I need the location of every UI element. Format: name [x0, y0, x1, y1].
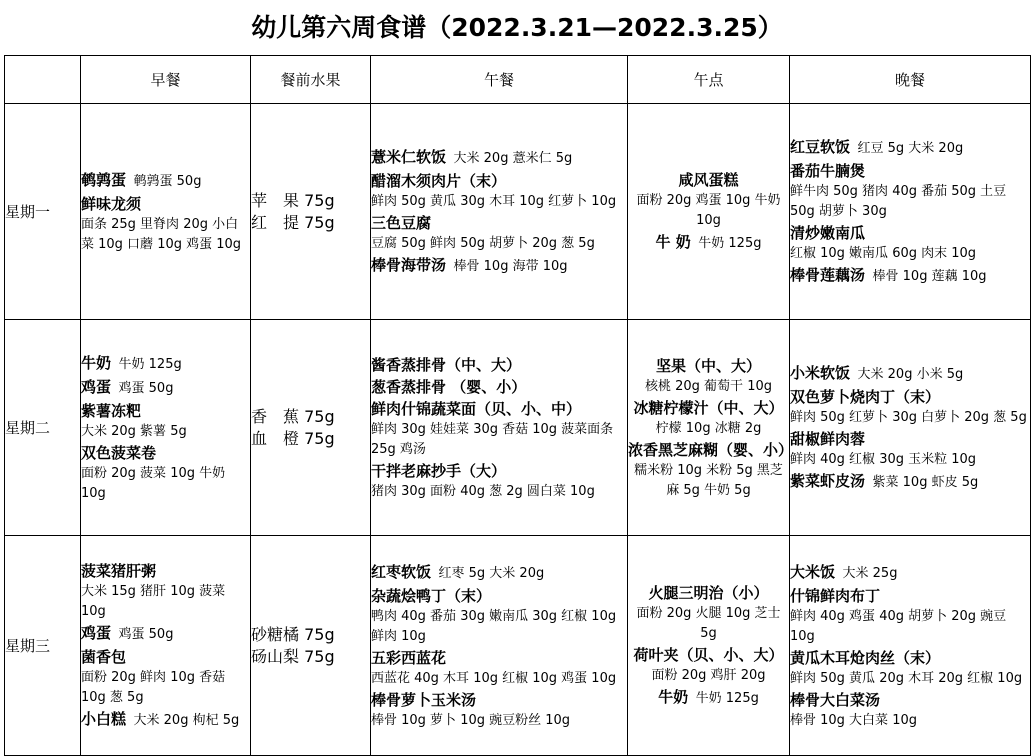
day-label: 星期三 — [5, 536, 81, 756]
dish-name: 红枣软饭 — [371, 562, 432, 581]
dish-item — [371, 376, 627, 398]
dish-item — [628, 644, 789, 666]
dish-ingredients: 鲜肉 50g 黄瓜 20g 木耳 20g 红椒 10g — [790, 670, 1023, 686]
fruit-cell — [251, 320, 371, 536]
dish-item — [81, 442, 250, 464]
fruit-item: 红 提 75g — [251, 212, 335, 232]
dish-item — [790, 386, 1030, 408]
dish-name: 鲜味龙须 — [81, 194, 142, 213]
dish-ingredients: 红椒 10g 嫩南瓜 60g 肉末 10g — [790, 245, 977, 261]
dish-ingredients: 大米 25g — [842, 565, 898, 581]
dish-name: 咸风蛋糕 — [678, 170, 739, 189]
dish-item — [81, 376, 250, 400]
dish-name: 菌香包 — [81, 647, 127, 666]
lunch-cell — [371, 104, 628, 320]
dish-ingredients: 鸡蛋 50g — [118, 626, 174, 642]
dish-ingredients: 猪肉 30g 面粉 40g 葱 2g 圆白菜 10g — [371, 483, 595, 499]
table-row — [5, 104, 1031, 320]
dish-name: 牛 奶 — [655, 232, 691, 251]
dish-name: 鸡蛋 — [81, 377, 112, 396]
header-breakfast: 早餐 — [81, 56, 251, 104]
dish-name: 薏米仁软饭 — [371, 147, 447, 166]
dish-name: 紫薯冻粑 — [81, 401, 142, 420]
dish-ingredients: 棒骨 10g 莲藕 10g — [872, 268, 987, 284]
dish-ingredients: 大米 20g 枸杞 5g — [133, 712, 240, 728]
dish-ingredients: 鸡蛋 50g — [118, 380, 174, 396]
dish-name: 醋溜木须肉片（末） — [371, 171, 507, 190]
dish-ingredients: 面粉 20g 鸡蛋 10g 牛奶 10g — [636, 192, 781, 228]
dish-item — [371, 170, 627, 192]
dish-item — [628, 686, 789, 710]
dish-name: 葱香蒸排骨 （婴、小） — [371, 377, 527, 396]
dish-item — [628, 169, 789, 191]
dish-name: 小白糕 — [81, 709, 127, 728]
dish-ingredients: 大米 20g 小米 5g — [857, 366, 964, 382]
header-fruit: 餐前水果 — [251, 56, 371, 104]
header-day — [5, 56, 81, 104]
dish-ingredients: 鲜肉 30g 娃娃菜 30g 香菇 10g 菠菜面条 25g 鸡汤 — [371, 421, 614, 457]
dish-ingredients: 紫菜 10g 虾皮 5g — [872, 474, 979, 490]
fruit-item: 砂糖橘 75g — [251, 624, 335, 644]
dish-ingredients: 棒骨 10g 大白菜 10g — [790, 712, 917, 728]
dish-item — [628, 582, 789, 604]
dish-name: 大米饭 — [790, 562, 836, 581]
dish-item — [790, 647, 1030, 669]
header-lunch: 午餐 — [371, 56, 628, 104]
fruit-item: 血 橙 75g — [251, 428, 335, 448]
breakfast-cell — [81, 104, 251, 320]
dish-name: 棒骨海带汤 — [371, 255, 447, 274]
dish-item — [371, 212, 627, 234]
dish-ingredients: 棒骨 10g 海带 10g — [453, 258, 568, 274]
dish-name: 什锦鲜肉布丁 — [790, 586, 881, 605]
dish-item — [790, 470, 1030, 494]
dish-item — [628, 231, 789, 255]
dish-item — [790, 160, 1030, 182]
dish-ingredients: 面条 25g 里脊肉 20g 小白菜 10g 口蘑 10g 鸡蛋 10g — [81, 216, 242, 252]
lunch-cell — [371, 320, 628, 536]
dish-name: 黄瓜木耳炝肉丝（末） — [790, 648, 941, 667]
dish-ingredients: 面粉 20g 鸡肝 20g — [651, 667, 766, 683]
dish-name: 甜椒鲜肉蓉 — [790, 429, 866, 448]
table-row — [5, 536, 1031, 756]
dish-ingredients: 红枣 5g 大米 20g — [438, 565, 545, 581]
lunch-cell — [371, 536, 628, 756]
dish-item — [371, 647, 627, 669]
menu-title: 幼儿第六周食谱（2022.3.21—2022.3.25） — [251, 13, 783, 42]
dish-ingredients: 核桃 20g 葡萄干 10g — [645, 378, 772, 394]
dish-name: 紫菜虾皮汤 — [790, 471, 866, 490]
dish-ingredients: 面粉 20g 火腿 10g 芝士 5g — [636, 605, 781, 641]
dish-ingredients: 鲜肉 40g 鸡蛋 40g 胡萝卜 20g 豌豆 10g — [790, 608, 1007, 644]
snack-cell — [628, 320, 794, 536]
dish-name: 干拌老麻抄手（大） — [371, 461, 507, 480]
dish-item — [790, 136, 1030, 160]
table-row — [5, 320, 1031, 536]
dish-ingredients: 棒骨 10g 萝卜 10g 豌豆粉丝 10g — [371, 712, 571, 728]
dish-name: 菠菜猪肝粥 — [81, 561, 157, 580]
dish-ingredients: 大米 15g 猪肝 10g 菠菜 10g — [81, 583, 226, 619]
dinner-cell — [790, 320, 1031, 536]
dinner-cell — [790, 104, 1031, 320]
dish-name: 牛奶 — [81, 353, 112, 372]
dish-name: 鹌鹑蛋 — [81, 170, 127, 189]
dish-name: 杂蔬烩鸭丁（末） — [371, 586, 492, 605]
dish-ingredients: 鲜肉 50g 黄瓜 30g 木耳 10g 红萝卜 10g — [371, 193, 617, 209]
fruit-item: 苹 果 75g — [251, 190, 335, 210]
dish-item — [790, 428, 1030, 450]
dish-item — [628, 439, 794, 461]
dish-ingredients: 面粉 20g 鲜肉 10g 香菇 10g 葱 5g — [81, 669, 226, 705]
dinner-cell — [790, 536, 1031, 756]
fruit-item: 砀山梨 75g — [251, 646, 335, 666]
dish-item — [371, 460, 627, 482]
dish-item — [81, 193, 250, 215]
snack-cell — [628, 104, 790, 320]
dish-name: 双色萝卜烧肉丁（末） — [790, 387, 941, 406]
header-dinner: 晚餐 — [790, 56, 1031, 104]
dish-ingredients: 鲜牛肉 50g 猪肉 40g 番茄 50g 土豆 50g 胡萝卜 30g — [790, 183, 1007, 219]
dish-ingredients: 糯米粉 10g 米粉 5g 黑芝麻 5g 牛奶 5g — [634, 462, 783, 498]
dish-ingredients: 牛奶 125g — [118, 356, 182, 372]
dish-ingredients: 牛奶 125g — [698, 235, 762, 251]
dish-name: 鲜肉什锦蔬菜面（贝、小、中） — [371, 399, 582, 418]
dish-item — [81, 400, 250, 422]
dish-name: 火腿三明治（小） — [648, 583, 769, 602]
dish-item — [790, 689, 1030, 711]
dish-item — [790, 222, 1030, 244]
dish-name: 棒骨莲藕汤 — [790, 265, 866, 284]
dish-name: 红豆软饭 — [790, 137, 851, 156]
breakfast-cell — [81, 320, 251, 536]
dish-item — [371, 354, 627, 376]
dish-ingredients: 红豆 5g 大米 20g — [857, 140, 964, 156]
dish-item — [371, 585, 627, 607]
dish-name: 牛奶 — [658, 687, 689, 706]
dish-ingredients: 鸭肉 40g 番茄 30g 嫩南瓜 30g 红椒 10g 鲜肉 10g — [371, 608, 617, 644]
dish-item — [790, 264, 1030, 288]
dish-item — [790, 362, 1030, 386]
dish-item — [371, 561, 627, 585]
dish-name: 清炒嫩南瓜 — [790, 223, 866, 242]
dish-item — [628, 355, 789, 377]
dish-ingredients: 牛奶 125g — [695, 690, 759, 706]
dish-item — [628, 397, 789, 419]
day-label: 星期二 — [5, 320, 81, 536]
dish-name: 酱香蒸排骨（中、大） — [371, 355, 522, 374]
dish-ingredients: 大米 20g 薏米仁 5g — [453, 150, 573, 166]
header-row — [5, 56, 1031, 104]
breakfast-cell — [81, 536, 251, 756]
dish-name: 鸡蛋 — [81, 623, 112, 642]
dish-item — [81, 560, 250, 582]
dish-item — [790, 561, 1030, 585]
dish-ingredients: 柠檬 10g 冰糖 2g — [655, 420, 762, 436]
dish-item — [371, 398, 627, 420]
dish-ingredients: 大米 20g 紫薯 5g — [81, 423, 187, 439]
dish-item — [81, 622, 250, 646]
dish-ingredients: 面粉 20g 菠菜 10g 牛奶 10g — [81, 465, 226, 501]
dish-item — [371, 689, 627, 711]
day-label: 星期一 — [5, 104, 81, 320]
dish-name: 荷叶夹（贝、小、大） — [633, 645, 784, 664]
dish-name: 小米软饭 — [790, 363, 851, 382]
dish-name: 浓香黑芝麻糊（婴、小） — [628, 440, 794, 459]
dish-ingredients: 豆腐 50g 鲜肉 50g 胡萝卜 20g 葱 5g — [371, 235, 595, 251]
dish-ingredients: 西蓝花 40g 木耳 10g 红椒 10g 鸡蛋 10g — [371, 670, 617, 686]
dish-name: 坚果（中、大） — [655, 356, 761, 375]
snack-cell — [628, 536, 790, 756]
dish-ingredients: 鲜肉 40g 红椒 30g 玉米粒 10g — [790, 451, 977, 467]
dish-ingredients: 鹌鹑蛋 50g — [133, 173, 202, 189]
dish-item — [81, 169, 250, 193]
dish-item — [790, 585, 1030, 607]
dish-name: 三色豆腐 — [371, 213, 432, 232]
dish-item — [81, 646, 250, 668]
dish-item — [371, 146, 627, 170]
dish-name: 番茄牛腩煲 — [790, 161, 866, 180]
dish-ingredients: 鲜肉 50g 红萝卜 30g 白萝卜 20g 葱 5g — [790, 409, 1027, 425]
dish-name: 双色菠菜卷 — [81, 443, 157, 462]
dish-name: 棒骨萝卜玉米汤 — [371, 690, 477, 709]
dish-item — [371, 254, 627, 278]
fruit-item: 香 蕉 75g — [251, 406, 335, 426]
header-snack: 午点 — [628, 56, 790, 104]
dish-item — [81, 352, 250, 376]
fruit-cell — [251, 104, 371, 320]
fruit-cell — [251, 536, 371, 756]
dish-name: 冰糖柠檬汁（中、大） — [633, 398, 784, 417]
dish-name: 棒骨大白菜汤 — [790, 690, 881, 709]
dish-name: 五彩西蓝花 — [371, 648, 447, 667]
weekly-menu-table — [4, 55, 1031, 756]
dish-item — [81, 708, 250, 732]
